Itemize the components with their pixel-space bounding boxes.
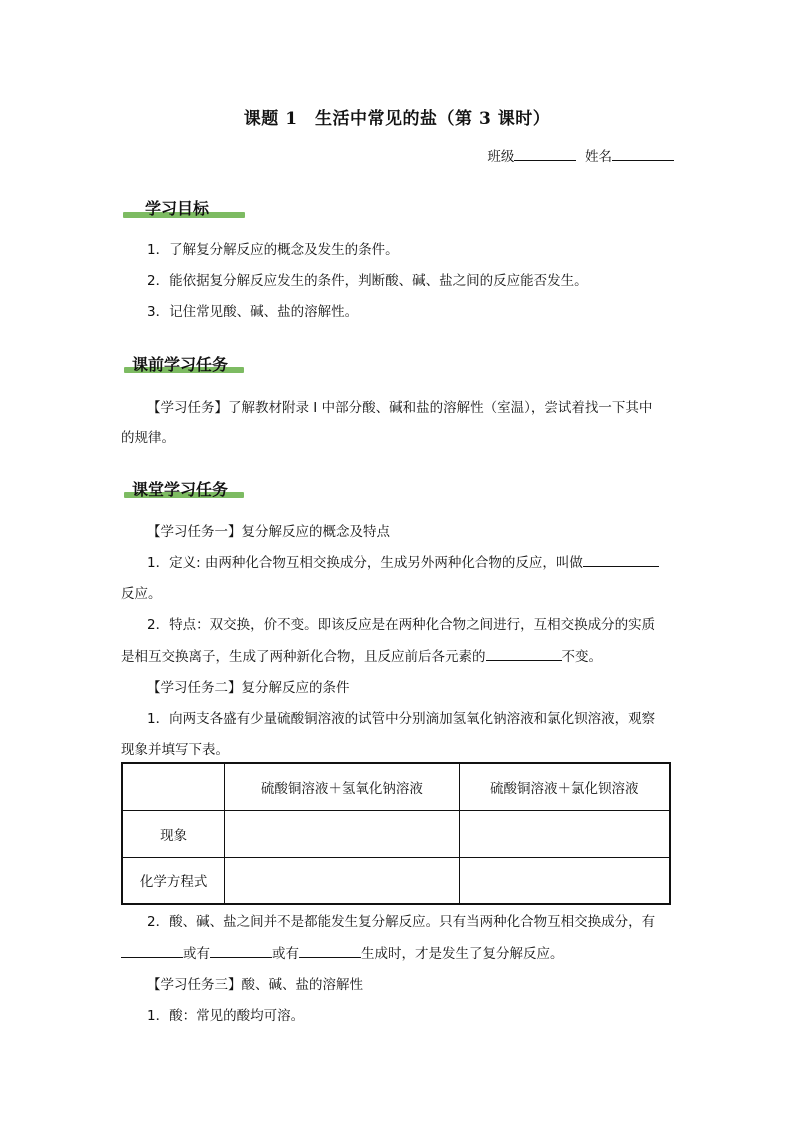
class-label: 班级	[487, 149, 515, 165]
table-header-bacl2: 硫酸铜溶液＋氯化钡溶液	[459, 763, 670, 810]
task2-experiment-cont: 现象并填写下表。	[121, 742, 229, 758]
name-blank[interactable]	[612, 146, 674, 161]
task2-experiment: 1．向两支各盛有少量硫酸铜溶液的试管中分别滴加氢氧化钠溶液和氯化钡溶液，观察	[147, 711, 656, 727]
page-title: 课题 1 生活中常见的盐（第 3 课时）	[243, 109, 551, 129]
task2-heading: 【学习任务二】复分解反应的条件	[147, 680, 350, 696]
condition-blank-2[interactable]	[210, 943, 272, 958]
name-label: 姓名	[585, 149, 612, 165]
table-corner-cell	[122, 763, 225, 810]
section-class	[132, 477, 228, 500]
table-cell-blank[interactable]	[225, 857, 459, 904]
condition-end: 生成时，才是发生了复分解反应。	[361, 946, 564, 962]
element-blank[interactable]	[486, 646, 562, 661]
condition-blank-3[interactable]	[299, 943, 361, 958]
section-pre	[132, 352, 228, 375]
feature-text-end: 不变。	[561, 649, 602, 665]
section-class-title: 课堂学习任务	[132, 480, 229, 499]
goal-item: 3．记住常见酸、碱、盐的溶解性。	[147, 304, 359, 320]
table-row-label-phenomenon: 现象	[122, 810, 225, 857]
definition-text: 1．定义: 由两种化合物互相交换成分，生成另外两种化合物的反应，叫做	[147, 555, 583, 571]
table-cell-blank[interactable]	[225, 810, 459, 857]
observation-table	[121, 762, 671, 905]
feature-text: 是相互交换离子，生成了两种新化合物，且反应前后各元素的	[121, 649, 486, 665]
condition-or: 或有	[183, 946, 210, 962]
section-goals	[145, 196, 209, 219]
condition-or: 或有	[272, 946, 299, 962]
section-goals-title: 学习目标	[145, 199, 210, 218]
table-row-label-equation: 化学方程式	[122, 857, 225, 904]
task1-feature-cont	[121, 645, 602, 665]
condition-blank-1[interactable]	[121, 943, 183, 958]
task1-heading: 【学习任务一】复分解反应的概念及特点	[147, 524, 390, 540]
task2-condition: 2．酸、碱、盐之间并不是都能发生复分解反应。只有当两种化合物互相交换成分，有	[147, 914, 656, 930]
task1-definition	[147, 551, 659, 571]
task3-acid: 1．酸：常见的酸均可溶。	[147, 1008, 305, 1024]
task1-definition-cont: 反应。	[121, 586, 162, 602]
section-pre-title: 课前学习任务	[132, 355, 229, 374]
class-blank[interactable]	[514, 146, 576, 161]
table-cell-blank[interactable]	[459, 857, 670, 904]
table-cell-blank[interactable]	[459, 810, 670, 857]
task1-feature: 2．特点：双交换，价不变。即该反应是在两种化合物之间进行，互相交换成分的实质	[147, 617, 656, 633]
goal-item: 2．能依据复分解反应发生的条件，判断酸、碱、盐之间的反应能否发生。	[147, 273, 588, 289]
goal-item: 1．了解复分解反应的概念及发生的条件。	[147, 242, 399, 258]
student-info	[487, 145, 674, 165]
task2-condition-cont	[121, 942, 564, 962]
pre-task-line: 的规律。	[121, 430, 175, 446]
pre-task-line: 【学习任务】了解教材附录 I 中部分酸、碱和盐的溶解性（室温），尝试着找一下其中	[147, 400, 653, 416]
task3-heading: 【学习任务三】酸、碱、盐的溶解性	[147, 977, 363, 993]
table-header-naoh: 硫酸铜溶液＋氢氧化钠溶液	[225, 763, 459, 810]
definition-blank[interactable]	[583, 552, 659, 567]
